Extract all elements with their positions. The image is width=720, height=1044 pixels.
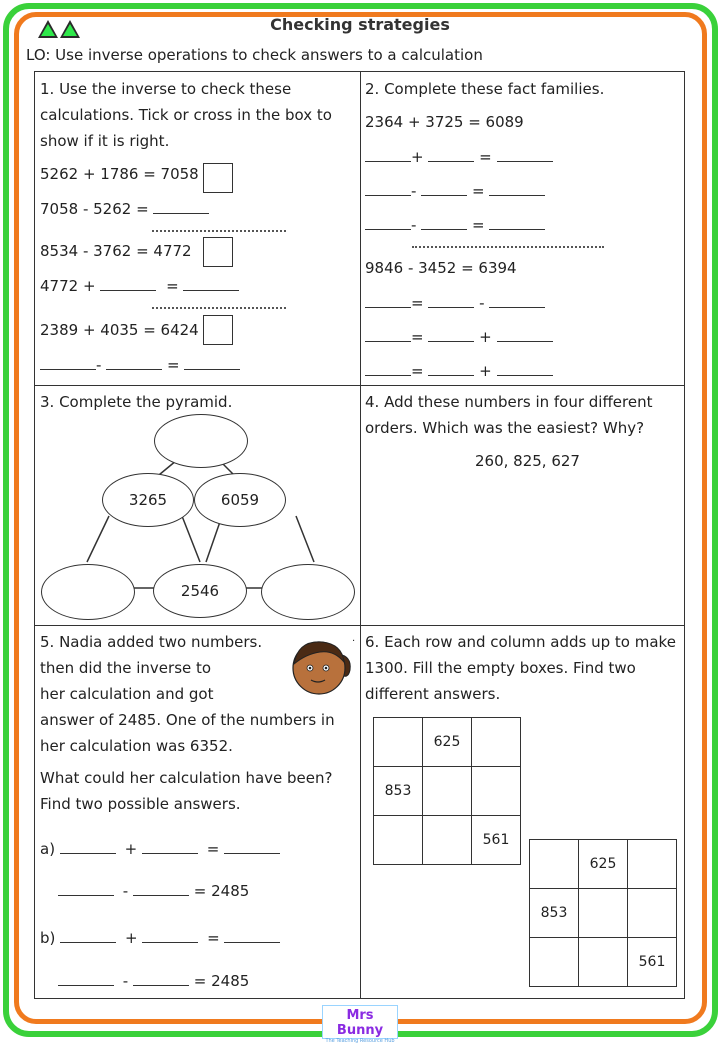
q1-equation: 2389 + 4035 = 6424 (40, 321, 199, 339)
square-cell[interactable] (530, 840, 579, 889)
q5-text: answer of 2485. One of the numbers in (40, 711, 335, 729)
answer-blank[interactable] (365, 325, 411, 342)
answer-blank[interactable] (428, 291, 474, 308)
pyramid-bottom-mid: 2546 (153, 564, 247, 618)
grid-divider (360, 71, 361, 999)
square-cell: 625 (423, 718, 472, 767)
square-cell[interactable] (579, 889, 628, 938)
answer-blank[interactable] (100, 274, 156, 291)
square-cell[interactable] (423, 767, 472, 816)
answer-blank[interactable] (224, 926, 280, 943)
magic-square-1 (373, 717, 521, 865)
pyramid-mid-left: 3265 (102, 473, 194, 527)
learning-objective: LO: Use inverse operations to check answers to a calculation (26, 46, 483, 64)
answer-blank[interactable] (183, 274, 239, 291)
q2-fact: 2364 + 3725 = 6089 (365, 113, 524, 131)
q5-text: Find two possible answers. (40, 795, 241, 813)
answer-blank[interactable] (40, 353, 96, 370)
tick-box[interactable] (203, 237, 233, 267)
square-cell: 561 (472, 816, 521, 865)
square-cell[interactable] (628, 840, 677, 889)
answer-blank[interactable] (365, 179, 411, 196)
q1-check: - = (40, 352, 240, 378)
answer-blank[interactable] (142, 837, 198, 854)
answer-blank[interactable] (133, 879, 189, 896)
answer-blank[interactable] (60, 926, 116, 943)
q2-title: 2. Complete these fact families. (365, 80, 605, 98)
pyramid-bottom-left[interactable] (41, 564, 135, 620)
pyramid-top-cell[interactable] (154, 414, 248, 468)
answer-blank[interactable] (142, 926, 198, 943)
square-cell[interactable] (374, 718, 423, 767)
q5-text: her calculation was 6352. (40, 737, 233, 755)
q3-title: 3. Complete the pyramid. (40, 393, 233, 411)
q1-text: calculations. Tick or cross in the box to (40, 106, 332, 124)
pyramid-mid-right: 6059 (194, 473, 286, 527)
answer-blank[interactable] (421, 179, 467, 196)
q2-row: - = (365, 212, 545, 238)
q5-text: then did the inverse to (40, 659, 212, 677)
answer-blank[interactable] (365, 291, 411, 308)
dotted-divider (412, 246, 604, 248)
answer-blank[interactable] (133, 969, 189, 986)
q6-text: different answers. (365, 685, 501, 703)
dotted-divider (152, 230, 286, 232)
q1-text: 1. Use the inverse to check these (40, 80, 292, 98)
tick-box[interactable] (203, 315, 233, 345)
q2-row: = + (365, 324, 553, 350)
answer-blank[interactable] (497, 145, 553, 162)
square-cell: 561 (628, 938, 677, 987)
answer-blank[interactable] (106, 353, 162, 370)
q5-text: her calculation and got (40, 685, 214, 703)
q1-check: 4772 + = (40, 273, 239, 299)
answer-blank[interactable] (60, 837, 116, 854)
decorative-dot: · (352, 636, 356, 647)
q6-text: 6. Each row and column adds up to make (365, 633, 676, 651)
q4-text: 4. Add these numbers in four different (365, 393, 653, 411)
square-cell[interactable] (530, 938, 579, 987)
square-cell[interactable] (472, 718, 521, 767)
dotted-divider (152, 307, 286, 309)
answer-blank[interactable] (58, 969, 114, 986)
square-cell[interactable] (374, 816, 423, 865)
q5-text: What could her calculation have been? (40, 769, 333, 787)
q6-text: 1300. Fill the empty boxes. Find two (365, 659, 636, 677)
q2-row: + = (365, 144, 553, 170)
square-cell[interactable] (423, 816, 472, 865)
answer-blank[interactable] (428, 145, 474, 162)
q1-check: 7058 - 5262 = (40, 196, 209, 222)
q5-text: 5. Nadia added two numbers. (40, 633, 263, 651)
q5-answer-b-check: - = 2485 (58, 968, 249, 994)
answer-blank[interactable] (428, 359, 474, 376)
answer-blank[interactable] (489, 291, 545, 308)
q2-row: = - (365, 290, 545, 316)
answer-blank[interactable] (365, 213, 411, 230)
q4-text: orders. Which was the easiest? Why? (365, 419, 645, 437)
answer-blank[interactable] (184, 353, 240, 370)
q5-answer-b: b) + = (40, 925, 280, 951)
q1-text: show if it is right. (40, 132, 170, 150)
q5-answer-a-check: - = 2485 (58, 878, 249, 904)
brand-tagline: The Teaching Resource Hub (325, 1038, 395, 1044)
answer-blank[interactable] (365, 359, 411, 376)
q2-row: = + (365, 358, 553, 384)
answer-blank[interactable] (58, 879, 114, 896)
q1-equation: 8534 - 3762 = 4772 (40, 242, 192, 260)
grid-divider (34, 625, 685, 626)
answer-blank[interactable] (489, 213, 545, 230)
girl-avatar-icon (290, 634, 356, 698)
answer-blank[interactable] (497, 325, 553, 342)
magic-square-2 (529, 839, 677, 987)
square-cell: 625 (579, 840, 628, 889)
q5-answer-a: a) + = (40, 836, 280, 862)
answer-blank[interactable] (428, 325, 474, 342)
square-cell[interactable] (628, 889, 677, 938)
q1-equation: 5262 + 1786 = 7058 (40, 165, 199, 183)
answer-blank[interactable] (421, 213, 467, 230)
brand-logo (322, 1005, 398, 1044)
pyramid-bottom-right[interactable] (261, 564, 355, 620)
square-cell[interactable] (472, 767, 521, 816)
square-cell[interactable] (579, 938, 628, 987)
page-title: Checking strategies (270, 15, 450, 34)
answer-blank[interactable] (153, 197, 209, 214)
answer-blank[interactable] (224, 837, 280, 854)
q2-fact: 9846 - 3452 = 6394 (365, 259, 517, 277)
tick-box[interactable] (203, 163, 233, 193)
q2-row: - = (365, 178, 545, 204)
q4-numbers: 260, 825, 627 (475, 452, 580, 470)
answer-blank[interactable] (497, 359, 553, 376)
square-cell: 853 (374, 767, 423, 816)
answer-blank[interactable] (365, 145, 411, 162)
square-cell: 853 (530, 889, 579, 938)
brand-name: Mrs Bunny (336, 1008, 384, 1038)
answer-blank[interactable] (489, 179, 545, 196)
